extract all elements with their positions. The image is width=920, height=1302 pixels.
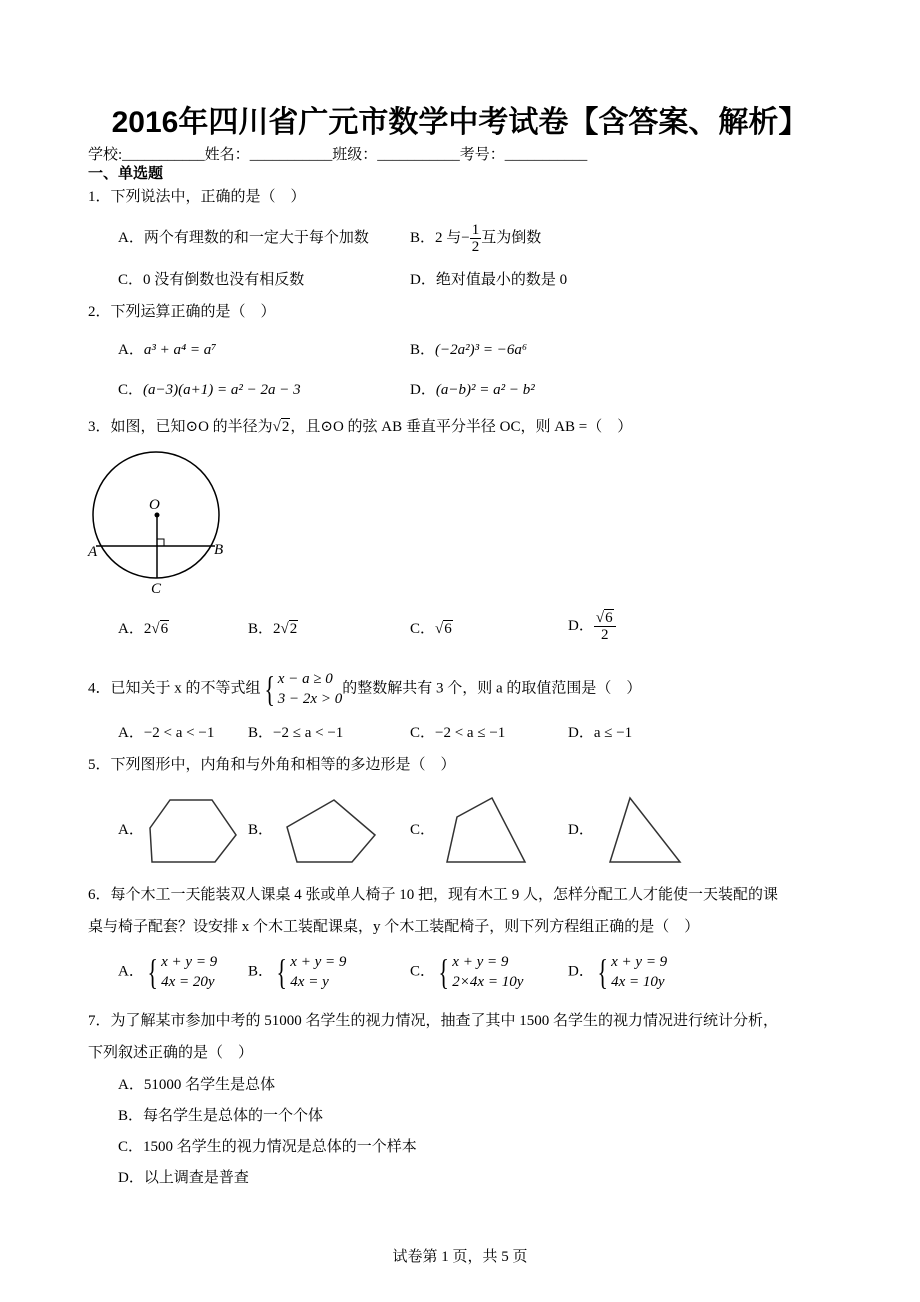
q1-b-text-post: 互为倒数 <box>481 229 542 246</box>
option-label: D． <box>568 963 594 980</box>
q3-option-a: A．2√6 <box>118 621 169 637</box>
label-b: B <box>214 542 224 558</box>
q7-option-a: A．51000 名学生是总体 <box>118 1077 276 1093</box>
numerator: 1 <box>471 222 480 238</box>
q3-option-d <box>568 610 616 643</box>
q4-text: 4．已知关于 x 的不等式组 <box>88 680 261 697</box>
q7-option-b: B．每名学生是总体的一个个体 <box>118 1108 324 1124</box>
option-label: C． <box>410 963 436 980</box>
option-label: B． <box>248 621 274 637</box>
option-label: D． <box>568 617 594 634</box>
q5-option-c: C． <box>410 822 436 838</box>
q3-text: 3．如图，已知⊙O 的半径为 <box>88 419 273 435</box>
option-label: C． <box>410 621 436 637</box>
q4-option-b: B．−2 ≤ a < −1 <box>248 725 344 741</box>
number-label: 考号： <box>459 147 505 163</box>
q1-option-d: D．绝对值最小的数是 0 <box>410 272 568 288</box>
radicand: 6 <box>444 621 452 637</box>
q5-option-b: B． <box>248 822 274 838</box>
q3-stem: 3．如图，已知⊙O 的半径为√2，且⊙O 的弦 AB 垂直平分半径 OC，则 AB =（ ） <box>88 419 633 435</box>
q7-option-d: D．以上调查是普查 <box>118 1170 249 1186</box>
q1-stem: 1．下列说法中，正确的是（ ） <box>88 189 306 205</box>
fraction: $\frac{√6}{2}$ <box>594 610 616 643</box>
q6-stem-line2: 桌与椅子配套？设安排 x 个木工装配课桌，y 个木工装配椅子，则下列方程组正确的是（ ） <box>88 919 700 935</box>
page-title: 2016年四川省广元市数学中考试卷【含答案、解析】 <box>111 106 809 139</box>
q5-option-a: A． <box>118 822 144 838</box>
coefficient: 2 <box>273 621 281 637</box>
school-label: 学校: <box>88 147 123 163</box>
number-blank: ___________ <box>504 147 588 163</box>
equation-1: x + y = 9 <box>161 954 218 970</box>
name-blank: ___________ <box>249 147 333 163</box>
equation-2: 4x = 10y <box>611 974 665 990</box>
q3-option-b: B．2√2 <box>248 621 298 637</box>
inequality-2: 3 − 2x > 0 <box>277 691 343 707</box>
q6-option-a: A． { x + y = 9 4x = 20y <box>118 952 218 992</box>
q7-option-c: C．1500 名学生的视力情况是总体的一个样本 <box>118 1139 417 1155</box>
q1-option-a: A．两个有理数的和一定大于每个加数 <box>118 230 369 246</box>
radicand: 6 <box>605 610 613 626</box>
triangle-shape <box>610 798 680 862</box>
pentagon-shape <box>287 800 375 862</box>
q1-option-c: C．0 没有倒数也没有相反数 <box>118 272 305 288</box>
label-c: C <box>151 581 162 597</box>
q4-option-d: D．a ≤ −1 <box>568 725 633 741</box>
section-heading: 一、单选题 <box>88 166 164 182</box>
option-label: A． <box>118 342 144 358</box>
option-label: A． <box>118 621 144 637</box>
formula: (a−3)(a+1) = a² − 2a − 3 <box>143 382 301 398</box>
radicand: 6 <box>160 621 169 637</box>
q6-option-c: C． { x + y = 9 2×4x = 10y <box>410 952 524 992</box>
q4-stem <box>88 669 641 709</box>
class-label: 班级： <box>332 147 378 163</box>
school-blank: ___________ <box>122 147 205 163</box>
q4-option-a: A．−2 < a < −1 <box>118 725 215 741</box>
q5-stem: 5．下列图形中，内角和与外角和相等的多边形是（ ） <box>88 757 456 773</box>
option-label: A． <box>118 963 144 980</box>
label-o: O <box>149 497 160 513</box>
equation-1: x + y = 9 <box>290 954 347 970</box>
equation-2: 4x = 20y <box>161 974 215 990</box>
formula: (−2a²)³ = −6a⁶ <box>435 342 528 358</box>
q6-stem-line1: 6．每个木工一天能装双人课桌 4 张或单人椅子 10 把，现有木工 9 人，怎样分配工人才能使一天装配的课 <box>88 887 779 903</box>
q6-option-d: D． { x + y = 9 4x = 10y <box>568 952 668 992</box>
option-label: B． <box>410 342 436 358</box>
option-label: B． <box>248 963 274 980</box>
right-angle-mark <box>157 539 164 546</box>
formula: a³ + a⁴ = a⁷ <box>143 342 217 358</box>
q4-text-post: 的整数解共有 3 个，则 a 的取值范围是（ ） <box>342 680 642 697</box>
quadrilateral-shape <box>447 798 525 862</box>
denominator: 2 <box>471 239 480 255</box>
q3-option-c: C．√6 <box>410 621 452 637</box>
radicand: 2 <box>281 419 290 435</box>
q7-stem-line1: 7．为了解某市参加中考的 51000 名学生的视力情况，抽查了其中 1500 名学生的视力情况进行统计分析， <box>88 1013 779 1029</box>
q2-stem: 2．下列运算正确的是（ ） <box>88 304 276 320</box>
class-blank: ___________ <box>377 147 460 163</box>
equation-2: 2×4x = 10y <box>452 974 524 990</box>
page-footer: 试卷第 1 页，共 5 页 <box>392 1249 528 1265</box>
option-label: D． <box>410 382 436 398</box>
q7-stem-line2: 下列叙述正确的是（ ） <box>88 1045 254 1061</box>
q6-option-b: B． { x + y = 9 4x = y <box>248 952 347 992</box>
q3-text-post: ，且⊙O 的弦 AB 垂直平分半径 OC，则 AB =（ ） <box>290 419 633 435</box>
q4-option-c: C．−2 < a ≤ −1 <box>410 725 506 741</box>
hexagon-shape <box>150 800 236 862</box>
label-a: A <box>88 544 98 560</box>
coefficient: 2 <box>143 621 152 637</box>
q1-b-text: B．2 与− <box>410 229 470 246</box>
equation-1: x + y = 9 <box>452 954 509 970</box>
equation-2: 4x = y <box>290 974 329 990</box>
denominator: 2 <box>600 627 609 643</box>
option-label: C． <box>118 382 144 398</box>
q5-option-d: D． <box>568 822 594 838</box>
inequality-1: x − a ≥ 0 <box>277 671 333 687</box>
radicand: 2 <box>289 621 298 637</box>
circle-figure <box>93 452 219 578</box>
formula: (a−b)² = a² − b² <box>435 382 535 398</box>
inequality-system: { x − a ≥ 0 3 − 2x > 0 <box>263 669 343 709</box>
name-label: 姓名： <box>204 147 250 163</box>
equation-1: x + y = 9 <box>611 954 668 970</box>
